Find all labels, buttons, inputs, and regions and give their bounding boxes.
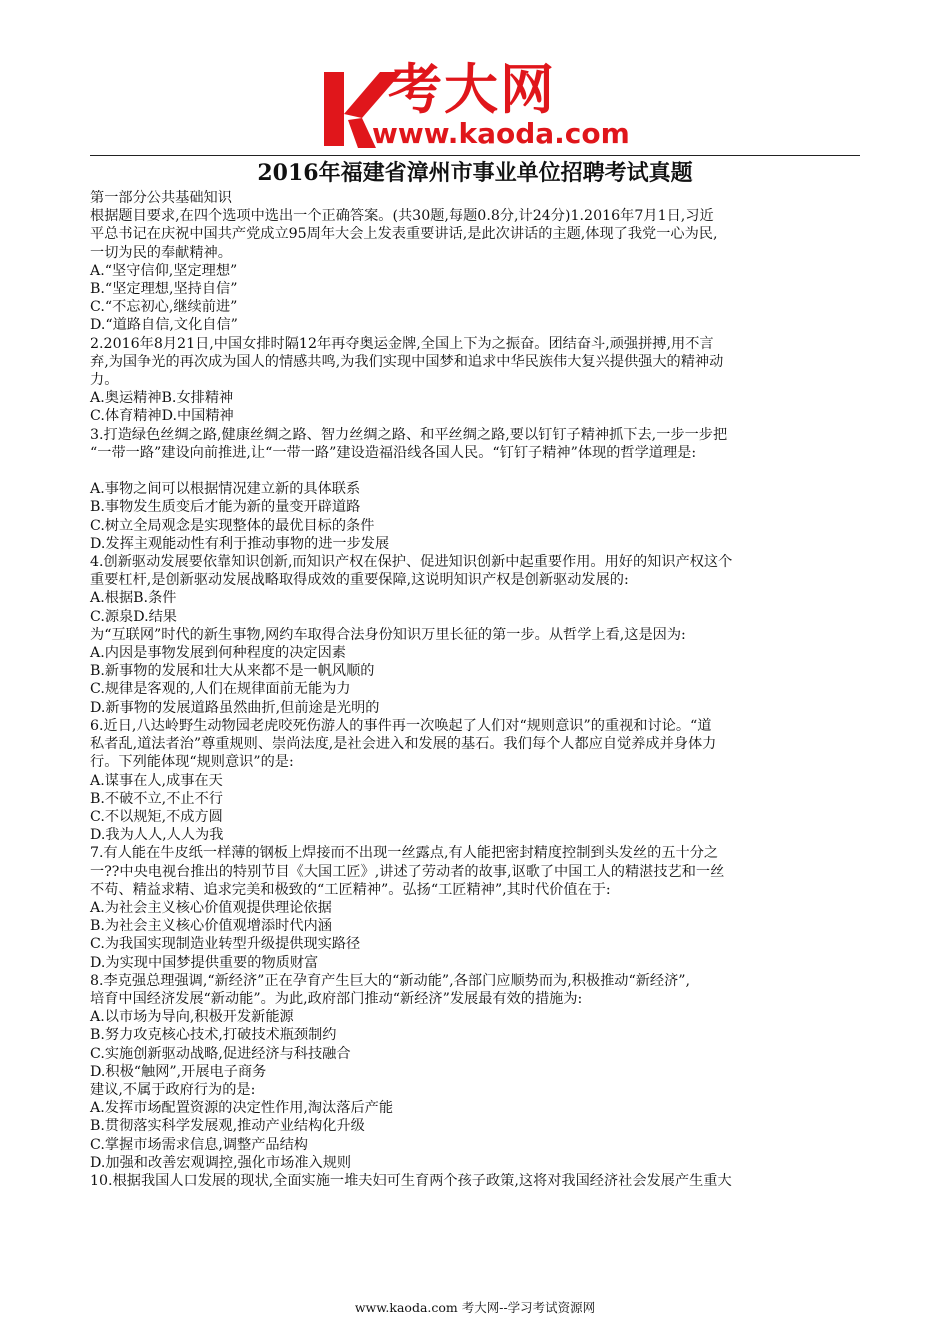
text-line: 2.2016年8月21日,中国女排时隔12年再夺奥运金牌,全国上下为之振奋。团结奋斗,顽强拼搏,用不言 — [90, 335, 714, 352]
text-line: A.以市场为导向,积极开发新能源 — [90, 1009, 294, 1026]
page-footer: www.kaoda.com 考大网--学习考试资源网 — [354, 1300, 596, 1315]
text-line: 4.创新驱动发展要依靠知识创新,而知识产权在保护、促进知识创新中起重要作用。用好的知识产权这个 — [90, 554, 733, 571]
text-line: D.我为人人,人人为我 — [90, 827, 224, 844]
text-line: C.“不忘初心,继续前进” — [90, 299, 238, 316]
text-line: C.不以规矩,不成方圆 — [90, 808, 223, 825]
text-line: 一切为民的奉献精神。 — [90, 244, 232, 261]
text-line: D.加强和改善宏观调控,强化市场准入规则 — [90, 1154, 352, 1171]
text-line: 3.打造绿色丝绸之路,健康丝绸之路、智力丝绸之路、和平丝绸之路,要以钉钉子精神抓下去,一步一步把 — [90, 426, 728, 443]
text-line: “一带一路”建设向前推进,让“一带一路”建设造福沿线各国人民。“钉钉子精神”体现的哲学道理是: — [90, 444, 697, 461]
document-body — [90, 189, 860, 1190]
text-line: D.新事物的发展道路虽然曲折,但前途是光明的 — [90, 699, 380, 716]
text-line: A.谋事在人,成事在天 — [90, 772, 223, 789]
text-line: B.不破不立,不止不行 — [90, 790, 223, 807]
text-line: A.“坚守信仰,坚定理想” — [90, 262, 238, 279]
text-line: 私者乱,道法者治”尊重规则、崇尚法度,是社会进入和发展的基石。我们每个人都应自觉养成并身体力 — [90, 736, 717, 753]
text-line: 行。下列能体现“规则意识”的是: — [90, 754, 294, 771]
text-line: B.事物发生质变后才能为新的量变开辟道路 — [90, 499, 361, 516]
text-line: D.为实现中国梦提供重要的物质财富 — [90, 954, 319, 971]
text-line: A.根据B.条件 — [90, 590, 177, 607]
text-line: C.规律是客观的,人们在规律面前无能为力 — [90, 681, 351, 698]
text-line: 不苟、精益求精、追求完美和极致的“工匠精神”。弘扬“工匠精神”,其时代价值在于: — [90, 881, 611, 898]
text-line: 7.有人能在牛皮纸一样薄的钢板上焊接而不出现一丝露点,有人能把密封精度控制到头发丝的五十分之 — [90, 845, 719, 862]
page-title: 2016年福建省漳州市事业单位招聘考试真题 — [257, 160, 693, 186]
text-line: C.为我国实现制造业转型升级提供现实路径 — [90, 936, 361, 953]
text-line: C.树立全局观念是实现整体的最优目标的条件 — [90, 517, 375, 534]
text-line: 弃,为国争光的再次成为国人的情感共鸣,为我们实现中国梦和追求中华民族伟大复兴提供强大的精神动 — [90, 353, 724, 370]
text-line: A.发挥市场配置资源的决定性作用,淘汰落后产能 — [90, 1100, 394, 1117]
text-line: D.“道路自信,文化自信” — [90, 317, 238, 334]
text-line: 培育中国经济发展“新动能”。为此,政府部门推动“新经济”发展最有效的措施为: — [90, 990, 583, 1007]
text-line: B.为社会主义核心价值观增添时代内涵 — [90, 918, 332, 935]
text-line: 建议,不属于政府行为的是: — [90, 1081, 256, 1098]
text-line: A.事物之间可以根据情况建立新的具体联系 — [90, 481, 361, 498]
logo-title: 考大网 — [388, 58, 556, 121]
text-line: A.内因是事物发展到何种程度的决定因素 — [90, 645, 346, 662]
kaoda-logo — [318, 60, 638, 152]
text-line: 8.李克强总理强调,“新经济”正在孕育产生巨大的“新动能”,各部门应顺势而为,积极推动“新经济”, — [90, 972, 691, 989]
text-line — [90, 462, 860, 480]
text-line: C.源泉D.结果 — [90, 608, 177, 625]
text-line: 力。 — [90, 372, 119, 389]
text-line: C.掌握市场需求信息,调整产品结构 — [90, 1136, 308, 1153]
text-line: C.体育精神D.中国精神 — [90, 408, 234, 425]
logo-url: www.kaoda.com — [372, 117, 630, 150]
text-line: B.贯彻落实科学发展观,推动产业结构化升级 — [90, 1118, 365, 1135]
text-line: C.实施创新驱动战略,促进经济与科技融合 — [90, 1045, 351, 1062]
text-line: 根据题目要求,在四个选项中选出一个正确答案。(共30题,每题0.8分,计24分)1.2016年7月1日,习近 — [90, 208, 714, 225]
header-divider — [90, 155, 860, 156]
text-line: 10.根据我国人口发展的现状,全面实施一堆夫妇可生育两个孩子政策,这将对我国经济社会发展产生重大 — [90, 1172, 732, 1189]
text-line: 重要杠杆,是创新驱动发展战略取得成效的重要保障,这说明知识产权是创新驱动发展的: — [90, 572, 629, 589]
text-line: D.发挥主观能动性有利于推动事物的进一步发展 — [90, 535, 390, 552]
text-line: 一??中央电视台推出的特别节目《大国工匠》,讲述了劳动者的故事,讴歌了中国工人的精湛技艺和一丝 — [90, 863, 725, 880]
text-line: D.积极“触网”,开展电子商务 — [90, 1063, 267, 1080]
text-line: 6.近日,八达岭野生动物园老虎咬死伤游人的事件再一次唤起了人们对“规则意识”的重视和讨论。“道 — [90, 717, 712, 734]
text-line: 为“互联网”时代的新生事物,网约车取得合法身份知识万里长征的第一步。从哲学上看,这是因为: — [90, 626, 686, 643]
text-line: A.奥运精神B.女排精神 — [90, 390, 234, 407]
text-line: B.努力攻克核心技术,打破技术瓶颈制约 — [90, 1027, 337, 1044]
text-line: B.新事物的发展和壮大从来都不是一帆风顺的 — [90, 663, 375, 680]
text-line: B.“坚定理想,坚持自信” — [90, 281, 238, 298]
text-line: 第一部分公共基础知识 — [90, 190, 232, 206]
text-line: A.为社会主义核心价值观提供理论依据 — [90, 899, 332, 916]
text-line: 平总书记在庆祝中国共产党成立95周年大会上发表重要讲话,是此次讲话的主题,体现了我党一心为民, — [90, 226, 718, 243]
